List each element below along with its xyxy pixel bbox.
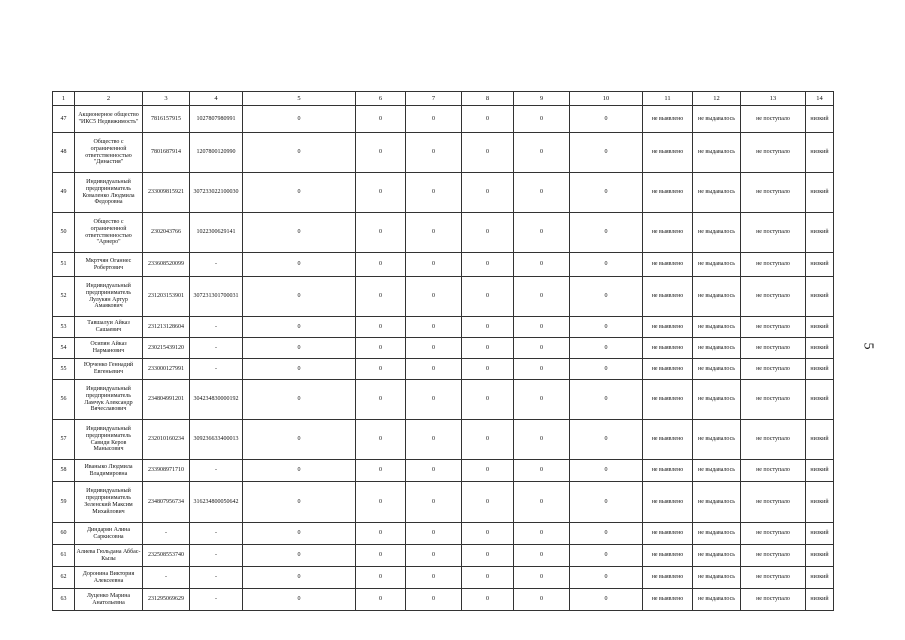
value-8: 0 bbox=[462, 567, 514, 589]
value-6: 0 bbox=[356, 523, 406, 545]
value-10: 0 bbox=[570, 567, 643, 589]
inn: 231213128604 bbox=[143, 317, 190, 338]
risk-category: низкий bbox=[806, 523, 834, 545]
violations-status: не выявлено bbox=[643, 460, 693, 482]
violations-status: не выявлено bbox=[643, 317, 693, 338]
inn: 230215439120 bbox=[143, 338, 190, 359]
column-header: 3 bbox=[143, 92, 190, 106]
table-row bbox=[53, 213, 834, 253]
value-5: 0 bbox=[243, 277, 356, 317]
column-header: 10 bbox=[570, 92, 643, 106]
violations-status: не выявлено bbox=[643, 567, 693, 589]
value-7: 0 bbox=[406, 173, 462, 213]
value-6: 0 bbox=[356, 545, 406, 567]
entity-name: Акционерное общество "ИКС5 Недвижимость" bbox=[75, 106, 143, 133]
risk-category: низкий bbox=[806, 253, 834, 277]
value-6: 0 bbox=[356, 482, 406, 523]
order-status: не выдавалось bbox=[693, 482, 741, 523]
row-number: 61 bbox=[53, 545, 75, 567]
order-status: не выдавалось bbox=[693, 460, 741, 482]
row-number: 60 bbox=[53, 523, 75, 545]
value-7: 0 bbox=[406, 482, 462, 523]
value-10: 0 bbox=[570, 277, 643, 317]
risk-category: низкий bbox=[806, 277, 834, 317]
value-8: 0 bbox=[462, 213, 514, 253]
violations-status: не выявлено bbox=[643, 277, 693, 317]
value-8: 0 bbox=[462, 523, 514, 545]
table-row bbox=[53, 133, 834, 173]
registry-table bbox=[52, 91, 834, 611]
table-row bbox=[53, 545, 834, 567]
value-9: 0 bbox=[514, 213, 570, 253]
inn: 233608520099 bbox=[143, 253, 190, 277]
value-9: 0 bbox=[514, 545, 570, 567]
violations-status: не выявлено bbox=[643, 253, 693, 277]
violations-status: не выявлено bbox=[643, 420, 693, 460]
value-8: 0 bbox=[462, 253, 514, 277]
value-7: 0 bbox=[406, 380, 462, 420]
inn: - bbox=[143, 567, 190, 589]
value-7: 0 bbox=[406, 359, 462, 380]
ogrn: - bbox=[190, 567, 243, 589]
entity-name: Юрченко Геннадий Евгеньевич bbox=[75, 359, 143, 380]
value-5: 0 bbox=[243, 567, 356, 589]
value-6: 0 bbox=[356, 589, 406, 611]
value-6: 0 bbox=[356, 567, 406, 589]
table-row bbox=[53, 338, 834, 359]
ogrn: 307231301700031 bbox=[190, 277, 243, 317]
value-6: 0 bbox=[356, 380, 406, 420]
risk-category: низкий bbox=[806, 359, 834, 380]
row-number: 63 bbox=[53, 589, 75, 611]
column-header: 4 bbox=[190, 92, 243, 106]
column-header: 6 bbox=[356, 92, 406, 106]
order-status: не выдавалось bbox=[693, 133, 741, 173]
violations-status: не выявлено bbox=[643, 106, 693, 133]
value-8: 0 bbox=[462, 133, 514, 173]
violations-status: не выявлено bbox=[643, 173, 693, 213]
value-10: 0 bbox=[570, 460, 643, 482]
complaints-status: не поступало bbox=[741, 133, 806, 173]
value-8: 0 bbox=[462, 317, 514, 338]
value-10: 0 bbox=[570, 338, 643, 359]
value-6: 0 bbox=[356, 253, 406, 277]
ogrn: 1207800120990 bbox=[190, 133, 243, 173]
ogrn: 309236633400013 bbox=[190, 420, 243, 460]
column-header: 7 bbox=[406, 92, 462, 106]
value-8: 0 bbox=[462, 380, 514, 420]
risk-category: низкий bbox=[806, 173, 834, 213]
violations-status: не выявлено bbox=[643, 359, 693, 380]
value-8: 0 bbox=[462, 359, 514, 380]
inn: 232508553740 bbox=[143, 545, 190, 567]
table-row bbox=[53, 589, 834, 611]
order-status: не выдавалось bbox=[693, 106, 741, 133]
value-8: 0 bbox=[462, 106, 514, 133]
ogrn: - bbox=[190, 523, 243, 545]
entity-name: Индивидуальный предприниматель Лулукян Артур Амаякович bbox=[75, 277, 143, 317]
entity-name: Индивидуальный предприниматель Ламчук Александр Вячеславович bbox=[75, 380, 143, 420]
value-9: 0 bbox=[514, 359, 570, 380]
table-row bbox=[53, 482, 834, 523]
value-6: 0 bbox=[356, 133, 406, 173]
row-number: 49 bbox=[53, 173, 75, 213]
row-number: 55 bbox=[53, 359, 75, 380]
value-10: 0 bbox=[570, 420, 643, 460]
inn: 233908971710 bbox=[143, 460, 190, 482]
value-9: 0 bbox=[514, 106, 570, 133]
entity-name: Луценко Марина Анатольевна bbox=[75, 589, 143, 611]
value-7: 0 bbox=[406, 338, 462, 359]
ogrn: - bbox=[190, 589, 243, 611]
column-header: 2 bbox=[75, 92, 143, 106]
ogrn: - bbox=[190, 460, 243, 482]
value-9: 0 bbox=[514, 420, 570, 460]
value-10: 0 bbox=[570, 482, 643, 523]
row-number: 51 bbox=[53, 253, 75, 277]
value-5: 0 bbox=[243, 133, 356, 173]
ogrn: - bbox=[190, 359, 243, 380]
complaints-status: не поступало bbox=[741, 173, 806, 213]
order-status: не выдавалось bbox=[693, 545, 741, 567]
row-number: 47 bbox=[53, 106, 75, 133]
value-7: 0 bbox=[406, 213, 462, 253]
value-6: 0 bbox=[356, 173, 406, 213]
ogrn: - bbox=[190, 338, 243, 359]
column-header: 12 bbox=[693, 92, 741, 106]
order-status: не выдавалось bbox=[693, 359, 741, 380]
table-row bbox=[53, 277, 834, 317]
complaints-status: не поступало bbox=[741, 523, 806, 545]
complaints-status: не поступало bbox=[741, 380, 806, 420]
value-6: 0 bbox=[356, 213, 406, 253]
value-10: 0 bbox=[570, 589, 643, 611]
value-10: 0 bbox=[570, 317, 643, 338]
column-header: 1 bbox=[53, 92, 75, 106]
complaints-status: не поступало bbox=[741, 420, 806, 460]
row-number: 48 bbox=[53, 133, 75, 173]
ogrn: 316234800050642 bbox=[190, 482, 243, 523]
entity-name: Алиева Гюльдана Аббас-Кызы bbox=[75, 545, 143, 567]
value-6: 0 bbox=[356, 106, 406, 133]
value-6: 0 bbox=[356, 317, 406, 338]
value-7: 0 bbox=[406, 253, 462, 277]
value-9: 0 bbox=[514, 482, 570, 523]
order-status: не выдавалось bbox=[693, 277, 741, 317]
complaints-status: не поступало bbox=[741, 567, 806, 589]
value-10: 0 bbox=[570, 545, 643, 567]
table-row bbox=[53, 380, 834, 420]
value-7: 0 bbox=[406, 460, 462, 482]
violations-status: не выявлено bbox=[643, 545, 693, 567]
complaints-status: не поступало bbox=[741, 589, 806, 611]
risk-category: низкий bbox=[806, 133, 834, 173]
value-5: 0 bbox=[243, 589, 356, 611]
risk-category: низкий bbox=[806, 213, 834, 253]
value-7: 0 bbox=[406, 420, 462, 460]
violations-status: не выявлено bbox=[643, 589, 693, 611]
inn: 233000127991 bbox=[143, 359, 190, 380]
risk-category: низкий bbox=[806, 482, 834, 523]
value-8: 0 bbox=[462, 277, 514, 317]
risk-category: низкий bbox=[806, 380, 834, 420]
complaints-status: не поступало bbox=[741, 460, 806, 482]
value-9: 0 bbox=[514, 317, 570, 338]
value-9: 0 bbox=[514, 567, 570, 589]
value-7: 0 bbox=[406, 277, 462, 317]
table-row bbox=[53, 460, 834, 482]
column-header: 13 bbox=[741, 92, 806, 106]
complaints-status: не поступало bbox=[741, 317, 806, 338]
violations-status: не выявлено bbox=[643, 338, 693, 359]
entity-name: Индивидуальный предприниматель Коваленко Людмила Федоровна bbox=[75, 173, 143, 213]
violations-status: не выявлено bbox=[643, 133, 693, 173]
risk-category: низкий bbox=[806, 545, 834, 567]
value-9: 0 bbox=[514, 460, 570, 482]
ogrn: - bbox=[190, 545, 243, 567]
value-10: 0 bbox=[570, 133, 643, 173]
inn: 232010160234 bbox=[143, 420, 190, 460]
value-5: 0 bbox=[243, 338, 356, 359]
inn: 2302043766 bbox=[143, 213, 190, 253]
row-number: 54 bbox=[53, 338, 75, 359]
value-9: 0 bbox=[514, 173, 570, 213]
risk-category: низкий bbox=[806, 589, 834, 611]
value-8: 0 bbox=[462, 173, 514, 213]
inn: 231203153901 bbox=[143, 277, 190, 317]
value-10: 0 bbox=[570, 253, 643, 277]
ogrn: 307233022100030 bbox=[190, 173, 243, 213]
order-status: не выдавалось bbox=[693, 380, 741, 420]
order-status: не выдавалось bbox=[693, 338, 741, 359]
order-status: не выдавалось bbox=[693, 253, 741, 277]
order-status: не выдавалось bbox=[693, 420, 741, 460]
ogrn: 1027807980991 bbox=[190, 106, 243, 133]
row-number: 57 bbox=[53, 420, 75, 460]
value-7: 0 bbox=[406, 317, 462, 338]
order-status: не выдавалось bbox=[693, 589, 741, 611]
value-6: 0 bbox=[356, 277, 406, 317]
risk-category: низкий bbox=[806, 317, 834, 338]
value-5: 0 bbox=[243, 460, 356, 482]
risk-category: низкий bbox=[806, 338, 834, 359]
order-status: не выдавалось bbox=[693, 213, 741, 253]
value-5: 0 bbox=[243, 173, 356, 213]
value-6: 0 bbox=[356, 420, 406, 460]
violations-status: не выявлено bbox=[643, 523, 693, 545]
row-number: 53 bbox=[53, 317, 75, 338]
ogrn: 304234830000192 bbox=[190, 380, 243, 420]
value-5: 0 bbox=[243, 380, 356, 420]
complaints-status: не поступало bbox=[741, 545, 806, 567]
table-row bbox=[53, 106, 834, 133]
value-5: 0 bbox=[243, 106, 356, 133]
column-header: 9 bbox=[514, 92, 570, 106]
risk-category: низкий bbox=[806, 106, 834, 133]
complaints-status: не поступало bbox=[741, 106, 806, 133]
table-row bbox=[53, 420, 834, 460]
column-header: 14 bbox=[806, 92, 834, 106]
risk-category: низкий bbox=[806, 460, 834, 482]
value-10: 0 bbox=[570, 173, 643, 213]
row-number: 56 bbox=[53, 380, 75, 420]
column-header: 11 bbox=[643, 92, 693, 106]
row-number: 59 bbox=[53, 482, 75, 523]
order-status: не выдавалось bbox=[693, 317, 741, 338]
column-header: 8 bbox=[462, 92, 514, 106]
inn: 234807956734 bbox=[143, 482, 190, 523]
value-7: 0 bbox=[406, 106, 462, 133]
entity-name: Тавшалуи Айказ Сашаевич bbox=[75, 317, 143, 338]
value-9: 0 bbox=[514, 253, 570, 277]
value-5: 0 bbox=[243, 253, 356, 277]
ogrn: - bbox=[190, 253, 243, 277]
row-number: 52 bbox=[53, 277, 75, 317]
risk-category: низкий bbox=[806, 567, 834, 589]
value-5: 0 bbox=[243, 523, 356, 545]
value-7: 0 bbox=[406, 567, 462, 589]
value-5: 0 bbox=[243, 545, 356, 567]
table-row bbox=[53, 523, 834, 545]
order-status: не выдавалось bbox=[693, 523, 741, 545]
entity-name: Индивидуальный предприниматель Зеленский Максим Михайлович bbox=[75, 482, 143, 523]
entity-name: Индивидуальный предприниматель Савиди Керов Манысович bbox=[75, 420, 143, 460]
value-7: 0 bbox=[406, 133, 462, 173]
value-9: 0 bbox=[514, 380, 570, 420]
value-10: 0 bbox=[570, 106, 643, 133]
entity-name: Общество с ограниченной ответственностью "Арнеро" bbox=[75, 213, 143, 253]
row-number: 62 bbox=[53, 567, 75, 589]
table-row bbox=[53, 359, 834, 380]
order-status: не выдавалось bbox=[693, 567, 741, 589]
complaints-status: не поступало bbox=[741, 213, 806, 253]
value-10: 0 bbox=[570, 213, 643, 253]
complaints-status: не поступало bbox=[741, 338, 806, 359]
value-5: 0 bbox=[243, 482, 356, 523]
value-7: 0 bbox=[406, 545, 462, 567]
entity-name: Мкртчян Оганнес Робертович bbox=[75, 253, 143, 277]
inn: 7816157915 bbox=[143, 106, 190, 133]
value-10: 0 bbox=[570, 523, 643, 545]
value-10: 0 bbox=[570, 359, 643, 380]
value-5: 0 bbox=[243, 359, 356, 380]
value-9: 0 bbox=[514, 523, 570, 545]
value-8: 0 bbox=[462, 482, 514, 523]
value-5: 0 bbox=[243, 213, 356, 253]
value-8: 0 bbox=[462, 460, 514, 482]
inn: 7801687914 bbox=[143, 133, 190, 173]
value-10: 0 bbox=[570, 380, 643, 420]
value-9: 0 bbox=[514, 133, 570, 173]
complaints-status: не поступало bbox=[741, 482, 806, 523]
entity-name: Иваныко Людмила Владимировна bbox=[75, 460, 143, 482]
value-9: 0 bbox=[514, 277, 570, 317]
value-6: 0 bbox=[356, 359, 406, 380]
value-8: 0 bbox=[462, 545, 514, 567]
entity-name: Диндарян Алина Саркисовна bbox=[75, 523, 143, 545]
value-5: 0 bbox=[243, 420, 356, 460]
table-row bbox=[53, 567, 834, 589]
complaints-status: не поступало bbox=[741, 359, 806, 380]
violations-status: не выявлено bbox=[643, 482, 693, 523]
value-7: 0 bbox=[406, 589, 462, 611]
violations-status: не выявлено bbox=[643, 213, 693, 253]
value-8: 0 bbox=[462, 338, 514, 359]
value-8: 0 bbox=[462, 589, 514, 611]
risk-category: низкий bbox=[806, 420, 834, 460]
table-row bbox=[53, 317, 834, 338]
entity-name: Осипян Айказ Нарманович bbox=[75, 338, 143, 359]
table-row bbox=[53, 173, 834, 213]
column-header: 5 bbox=[243, 92, 356, 106]
entity-name: Доронина Виктория Алексеевна bbox=[75, 567, 143, 589]
inn: 233009815921 bbox=[143, 173, 190, 213]
value-9: 0 bbox=[514, 589, 570, 611]
complaints-status: не поступало bbox=[741, 253, 806, 277]
inn: - bbox=[143, 523, 190, 545]
value-9: 0 bbox=[514, 338, 570, 359]
row-number: 58 bbox=[53, 460, 75, 482]
value-6: 0 bbox=[356, 338, 406, 359]
ogrn: 1022300629141 bbox=[190, 213, 243, 253]
value-8: 0 bbox=[462, 420, 514, 460]
page-number: 5 bbox=[860, 342, 876, 350]
table-row bbox=[53, 253, 834, 277]
violations-status: не выявлено bbox=[643, 380, 693, 420]
value-7: 0 bbox=[406, 523, 462, 545]
value-5: 0 bbox=[243, 317, 356, 338]
inn: 234804991201 bbox=[143, 380, 190, 420]
header-row bbox=[53, 92, 834, 106]
inn: 231295069629 bbox=[143, 589, 190, 611]
complaints-status: не поступало bbox=[741, 277, 806, 317]
order-status: не выдавалось bbox=[693, 173, 741, 213]
entity-name: Общество с ограниченной ответственностью "Династия" bbox=[75, 133, 143, 173]
ogrn: - bbox=[190, 317, 243, 338]
row-number: 50 bbox=[53, 213, 75, 253]
value-6: 0 bbox=[356, 460, 406, 482]
